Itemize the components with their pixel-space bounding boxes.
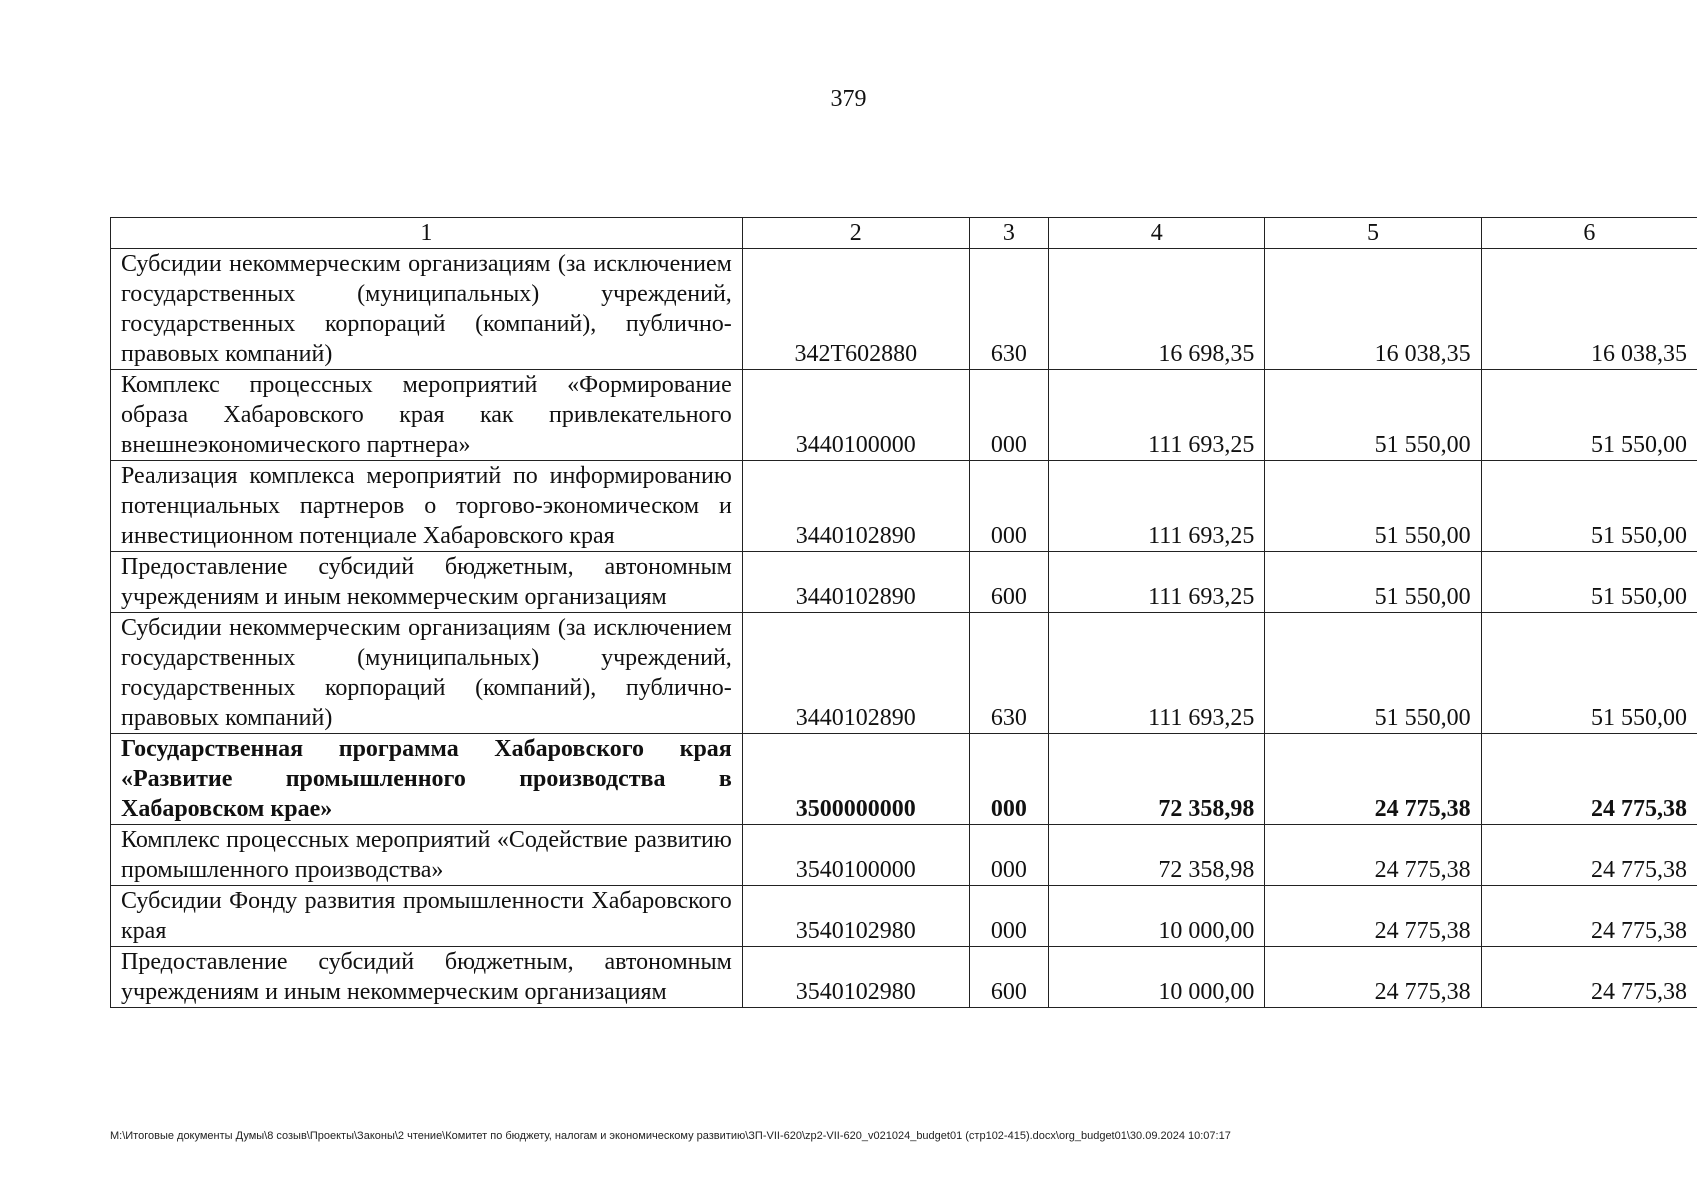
target-article-code: 3540100000 <box>742 825 969 886</box>
amount-col-5: 51 550,00 <box>1265 461 1481 552</box>
expense-type-code: 000 <box>969 825 1048 886</box>
row-description: Субсидии некоммерческим организациям (за исключением государственных (муниципальных) учреждений, государственных корпораций (компаний), публично-правовых компаний) <box>111 613 743 734</box>
amount-col-5: 51 550,00 <box>1265 613 1481 734</box>
document-footer-path: М:\Итоговые документы Думы\8 созыв\Проекты\Законы\2 чтение\Комитет по бюджету, налогам и экономическому развитию\ЗП-VII-620\zp2-VII-620_v021024_budget01 (стр102-415).docx\org_budget01\30.09.2024 10:07:17 <box>110 1130 1231 1142</box>
target-article-code: 3540102980 <box>742 886 969 947</box>
column-header: 2 <box>742 218 969 249</box>
amount-col-6: 24 775,38 <box>1481 886 1697 947</box>
target-article-code: 3540102980 <box>742 947 969 1008</box>
target-article-code: 342Т602880 <box>742 249 969 370</box>
amount-col-6: 51 550,00 <box>1481 370 1697 461</box>
row-description: Комплекс процессных мероприятий «Формирование образа Хабаровского края как привлекательного внешнеэкономического партнера» <box>111 370 743 461</box>
table-row <box>111 613 1697 734</box>
target-article-code: 3440100000 <box>742 370 969 461</box>
row-description: Предоставление субсидий бюджетным, автономным учреждениям и иным некоммерческим организациям <box>111 552 743 613</box>
table-row <box>111 734 1697 825</box>
column-header: 3 <box>969 218 1048 249</box>
table-row <box>111 886 1697 947</box>
target-article-code: 3500000000 <box>742 734 969 825</box>
amount-col-5: 24 775,38 <box>1265 734 1481 825</box>
column-header: 4 <box>1049 218 1265 249</box>
expense-type-code: 600 <box>969 947 1048 1008</box>
amount-col-5: 24 775,38 <box>1265 886 1481 947</box>
amount-col-4: 111 693,25 <box>1049 613 1265 734</box>
amount-col-4: 72 358,98 <box>1049 825 1265 886</box>
amount-col-5: 24 775,38 <box>1265 825 1481 886</box>
target-article-code: 3440102890 <box>742 552 969 613</box>
table-row <box>111 461 1697 552</box>
amount-col-6: 51 550,00 <box>1481 552 1697 613</box>
amount-col-6: 24 775,38 <box>1481 947 1697 1008</box>
row-description: Предоставление субсидий бюджетным, автономным учреждениям и иным некоммерческим организациям <box>111 947 743 1008</box>
page-number: 379 <box>830 86 867 112</box>
amount-col-5: 16 038,35 <box>1265 249 1481 370</box>
amount-col-6: 24 775,38 <box>1481 825 1697 886</box>
amount-col-6: 51 550,00 <box>1481 461 1697 552</box>
amount-col-4: 111 693,25 <box>1049 370 1265 461</box>
expense-type-code: 000 <box>969 370 1048 461</box>
amount-col-4: 10 000,00 <box>1049 947 1265 1008</box>
expense-type-code: 000 <box>969 461 1048 552</box>
row-description: Государственная программа Хабаровского края «Развитие промышленного производства в Хабаровском крае» <box>111 734 743 825</box>
expense-type-code: 000 <box>969 734 1048 825</box>
table-row <box>111 370 1697 461</box>
amount-col-5: 24 775,38 <box>1265 947 1481 1008</box>
table-body <box>111 249 1697 1008</box>
row-description: Комплекс процессных мероприятий «Содействие развитию промышленного производства» <box>111 825 743 886</box>
amount-col-6: 24 775,38 <box>1481 734 1697 825</box>
target-article-code: 3440102890 <box>742 461 969 552</box>
row-description: Субсидии Фонду развития промышленности Хабаровского края <box>111 886 743 947</box>
table-row <box>111 825 1697 886</box>
table-row <box>111 552 1697 613</box>
amount-col-4: 16 698,35 <box>1049 249 1265 370</box>
amount-col-5: 51 550,00 <box>1265 552 1481 613</box>
target-article-code: 3440102890 <box>742 613 969 734</box>
column-header: 6 <box>1481 218 1697 249</box>
amount-col-4: 10 000,00 <box>1049 886 1265 947</box>
column-header: 5 <box>1265 218 1481 249</box>
amount-col-4: 72 358,98 <box>1049 734 1265 825</box>
row-description: Реализация комплекса мероприятий по информированию потенциальных партнеров о торгово-экономическом и инвестиционном потенциале Хабаровского края <box>111 461 743 552</box>
amount-col-6: 51 550,00 <box>1481 613 1697 734</box>
amount-col-6: 16 038,35 <box>1481 249 1697 370</box>
expense-type-code: 630 <box>969 249 1048 370</box>
expense-type-code: 630 <box>969 613 1048 734</box>
expense-type-code: 600 <box>969 552 1048 613</box>
table-row <box>111 249 1697 370</box>
amount-col-4: 111 693,25 <box>1049 552 1265 613</box>
budget-table <box>110 217 1697 1008</box>
column-header: 1 <box>111 218 743 249</box>
table-header-row <box>111 218 1697 249</box>
amount-col-4: 111 693,25 <box>1049 461 1265 552</box>
expense-type-code: 000 <box>969 886 1048 947</box>
table-row <box>111 947 1697 1008</box>
amount-col-5: 51 550,00 <box>1265 370 1481 461</box>
row-description: Субсидии некоммерческим организациям (за исключением государственных (муниципальных) учреждений, государственных корпораций (компаний), публично-правовых компаний) <box>111 249 743 370</box>
